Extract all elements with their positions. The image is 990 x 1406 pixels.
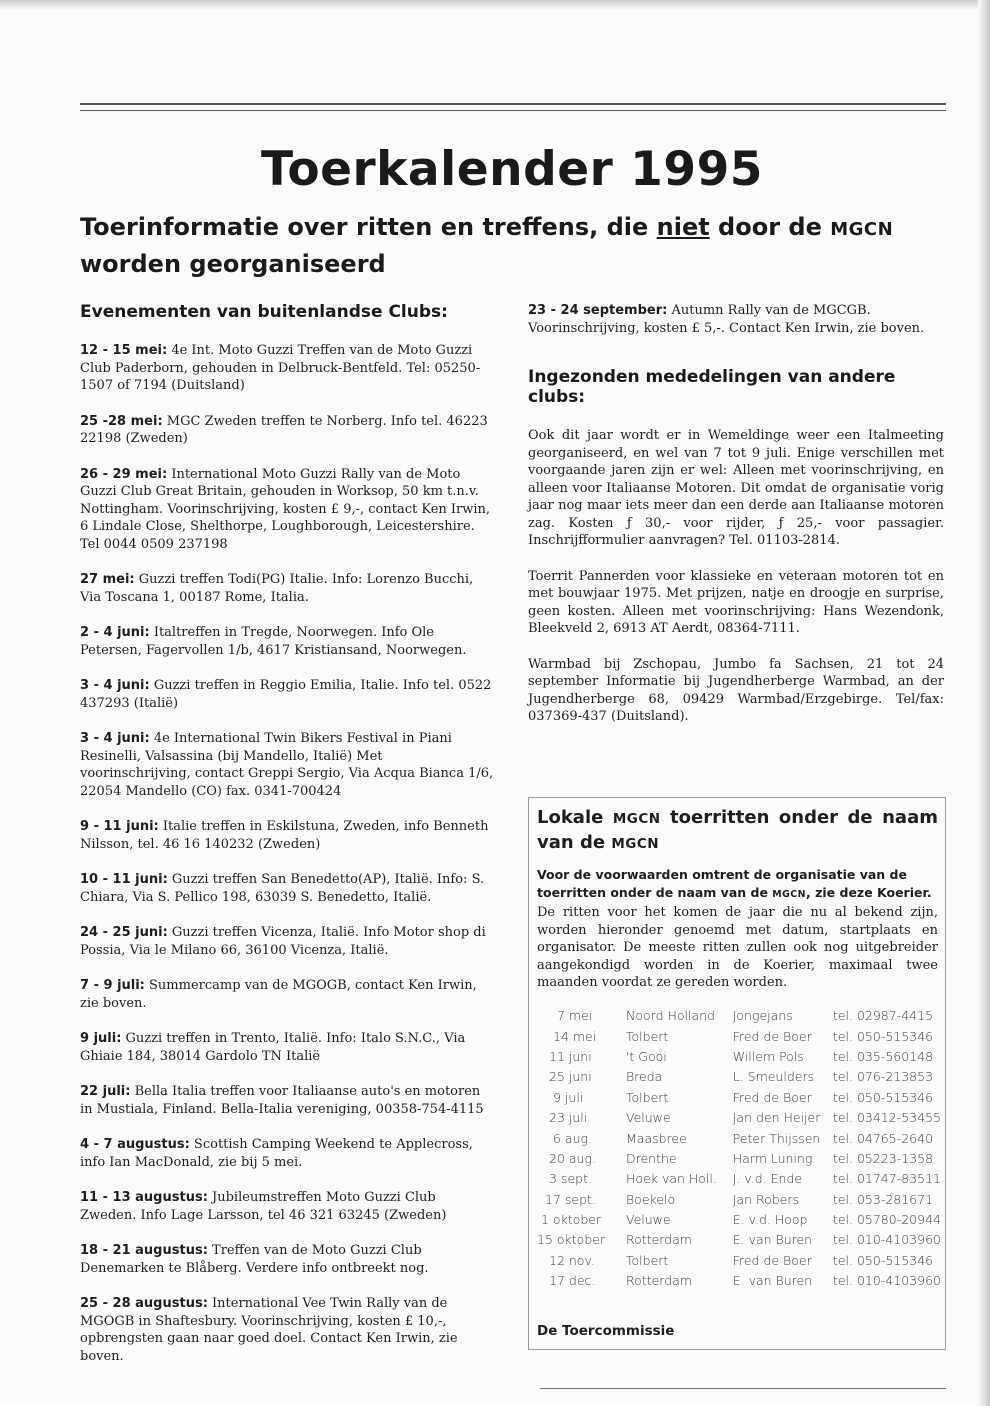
title-text: Lokale: [537, 807, 613, 828]
subtitle-underlined: niet: [656, 213, 710, 241]
ride-place: Tolbert: [626, 1252, 669, 1268]
event-date: 7 - 9 juli:: [80, 978, 145, 993]
event-text: Guzzi treffen in Reggio Emilia, Italie. Info tel. 0522 437293 (Italië): [80, 678, 492, 711]
ride-date: 25 juni: [549, 1069, 592, 1085]
event-date: 11 - 13 augustus:: [80, 1190, 208, 1205]
ride-organizer: Jan Robers: [732, 1191, 800, 1207]
table-row: [537, 1169, 941, 1189]
event-text: MGC Zweden treffen te Norberg. Info tel. 46223 22198 (Zweden): [80, 413, 488, 446]
event-text: Jubileumstreffen Moto Guzzi Club Zweden. Info Lage Larsson, tel 46 321 63245 (Zweden): [80, 1190, 447, 1223]
ride-date: 17 sept.: [545, 1191, 596, 1207]
event-date: 25 -28 mei:: [80, 413, 163, 429]
table-row: [537, 1148, 941, 1168]
ride-phone: tel. 02987-4415: [832, 1008, 934, 1024]
ride-phone: tel. 076-213853: [832, 1069, 934, 1085]
event-item: [80, 1242, 496, 1277]
header-rule-thin: [80, 110, 946, 111]
ride-organizer: E. van Buren: [732, 1273, 813, 1289]
table-row: [537, 1128, 941, 1148]
table-row: [537, 1209, 941, 1229]
page-top-edge: [0, 0, 990, 10]
ride-organizer: Harm Luning: [732, 1150, 813, 1166]
ride-date: 6 aug.: [553, 1130, 592, 1146]
event-date: 22 juli:: [80, 1084, 131, 1099]
ride-phone: tel. 035-560148: [832, 1048, 934, 1064]
ride-date: 15 oktober: [537, 1232, 606, 1248]
event-text: 4e International Twin Bikers Festival in Piani Resinelli, Valsassina (bij Mandello, Italië) Met voorinschrijving, contact Greppi Sergio, Via Acqua Bianca 1/6, 22054 Mandello (CO) fax. 0341-700424: [80, 731, 494, 799]
ride-place: Maasbree: [626, 1130, 687, 1146]
ride-phone: tel. 01747-83511: [832, 1171, 941, 1187]
announcement-paragraph: Warmbad bij Zschopau, Jumbo fa Sachsen, 21 tot 24 september Informatie bij Jugendherberge Warmbad, an der Jugendherberge 68, 09429 Warmbad/Erzgebirge. Tel/fax: 037369-437 (Duitsland).: [528, 656, 944, 724]
ride-place: Rotterdam: [626, 1273, 692, 1289]
title-org: MGCN: [612, 811, 661, 827]
event-item: [80, 1295, 496, 1365]
table-row: [537, 1006, 941, 1026]
left-column: [80, 302, 496, 1383]
ride-date: 11 juni: [549, 1048, 592, 1064]
event-text: Italie treffen in Eskilstuna, Zweden, info Benneth Nilsson, tel. 46 16 140232 (Zweden): [80, 819, 489, 852]
table-row: [537, 1230, 941, 1250]
table-row: [537, 1250, 941, 1270]
ride-phone: tel. 053-281671: [832, 1191, 934, 1207]
ride-organizer: Fred de Boer: [732, 1028, 812, 1044]
event-item: [80, 624, 496, 659]
ride-place: Tolbert: [626, 1089, 669, 1105]
event-text: International Moto Guzzi Rally van de Moto Guzzi Club Great Britain, gehouden in Worksop, 50 km t.n.v. Nottingham. Voorinschrijving, kosten £ 9,-, contact Ken Irwin, 6 Lindale Close, Shelthorpe, Loughborough, Leicestershire. Tel 0044 0509 237198: [80, 466, 491, 552]
event-text: Guzzi treffen Vicenza, Italië. Info Motor shop di Possia, Via le Milano 66, 36100 Vicenza, Italië.: [80, 925, 486, 958]
event-item: [80, 818, 496, 853]
event-text: Guzzi treffen in Trento, Italië. Info: Italo S.N.C., Via Ghiaie 184, 38014 Gardolo TN Italië: [80, 1031, 466, 1064]
signature: De Toercommissie: [537, 1323, 675, 1339]
event-date: 2 - 4 juni:: [80, 625, 150, 640]
event-text: Guzzi treffen San Benedetto(AP), Italië. Info: S. Chiara, Via S. Pellico 198, 63039 S. Benedetto, Italië.: [80, 872, 485, 905]
ride-date: 7 mei: [557, 1008, 593, 1024]
ride-date: 14 mei: [553, 1028, 597, 1044]
foreign-events-heading: Evenementen van buitenlandse Clubs:: [80, 302, 448, 322]
ride-date: 20 aug.: [549, 1150, 596, 1166]
ride-phone: tel. 050-515346: [832, 1252, 934, 1268]
event-text: Treffen van de Moto Guzzi Club Denemarken te Blåberg. Verdere info ontbreekt nog.: [80, 1243, 429, 1276]
ride-phone: tel. 010-4103960: [832, 1273, 941, 1289]
table-row: [537, 1107, 941, 1127]
event-item: [80, 730, 496, 800]
right-column: [528, 302, 944, 744]
ride-organizer: Jongejans: [732, 1008, 793, 1024]
event-item: [80, 871, 496, 906]
subtitle-org: MGCN: [830, 219, 894, 240]
ride-date: 3 sept.: [549, 1171, 592, 1187]
ride-organizer: Jan den Heijer: [732, 1110, 821, 1126]
subtitle-text: worden georganiseerd: [80, 250, 386, 278]
page-right-edge: [978, 0, 990, 1406]
event-date: 25 - 28 augustus:: [80, 1296, 208, 1311]
local-rides-conditions: [537, 866, 938, 904]
ride-organizer: L. Smeulders: [732, 1069, 815, 1085]
table-row: [537, 1067, 941, 1087]
ride-phone: tel. 050-515346: [832, 1028, 934, 1044]
event-item: [80, 924, 496, 959]
ride-phone: tel. 03412-53455: [832, 1110, 941, 1126]
event-item: [80, 466, 496, 554]
event-date: 9 - 11 juni:: [80, 819, 159, 834]
event-item: [80, 677, 496, 712]
header-rule: [80, 103, 946, 105]
ride-place: Boekelo: [626, 1191, 676, 1207]
ride-place: Veluwe: [626, 1212, 671, 1228]
other-clubs-heading: Ingezonden mededelingen van andere clubs:: [528, 367, 896, 407]
event-date: 9 juli:: [80, 1031, 122, 1046]
ride-place: Breda: [626, 1069, 663, 1085]
table-row: [537, 1189, 941, 1209]
conditions-text: Voor de voorwaarden omtrent de organisatie van de toerritten onder de naam van de: [537, 867, 907, 900]
local-rides-title: [537, 806, 938, 856]
event-date: 26 - 29 mei:: [80, 466, 168, 482]
table-row: [537, 1026, 941, 1046]
event-item: [80, 1136, 496, 1171]
ride-place: 't Gooi: [626, 1048, 667, 1064]
ride-phone: tel. 050-515346: [832, 1089, 934, 1105]
event-item: [80, 977, 496, 1012]
ride-phone: tel. 010-4103960: [832, 1232, 941, 1248]
event-item: [80, 1030, 496, 1065]
ride-place: Rotterdam: [626, 1232, 692, 1248]
ride-date: 1 oktober: [541, 1212, 602, 1228]
local-rides-intro: De ritten voor het komen de jaar die nu al bekend zijn, worden hieronder genoemd met datum, startplaats en organisator. De meeste ritten zullen ook nog uitgebreider aangekondigd worden in de Koerier, maximaal twee maanden voordat ze gereden worden.: [537, 905, 938, 990]
event-date: 24 - 25 juni:: [80, 925, 168, 940]
table-row: [537, 1046, 941, 1066]
event-item: [80, 1083, 496, 1118]
ride-organizer: J. v.d. Ende: [732, 1171, 803, 1187]
event-text: Bella Italia treffen voor Italiaanse auto's en motoren in Mustiala, Finland. Bella-Italia vereniging, 00358-754-4115: [80, 1084, 484, 1117]
ride-date: 17 dec.: [549, 1273, 596, 1289]
ride-place: Noord Holland: [626, 1008, 715, 1024]
event-date: 10 - 11 juni:: [80, 872, 168, 887]
ride-organizer: Fred de Boer: [732, 1252, 812, 1268]
ride-date: 23 juli: [549, 1110, 588, 1126]
footer-rule: [540, 1388, 946, 1389]
conditions-org: MGCN: [772, 889, 806, 900]
event-date: 3 - 4 juni:: [80, 731, 150, 746]
page-title: Toerkalender 1995: [261, 142, 763, 197]
announcement-paragraph: Ook dit jaar wordt er in Wemeldinge weer een Italmeeting georganiseerd, en wel van 7 tot 9 juli. Enige verschillen met voorgaande jaren zijn er wel: Alleen met voorinschrijving, en alleen voor Italiaanse Motoren. Dit omdat de organisatie vorig jaar nog maar iets meer dan een derde aan Italiaanse motoren zag. Kosten ƒ 30,- voor rijder, ƒ 25,- voor passagier. Inschrijfformulier aanvragen? Tel. 01103-2814.: [528, 428, 944, 548]
event-text: Summercamp van de MGOGB, contact Ken Irwin, zie boven.: [80, 978, 477, 1011]
ride-organizer: E. van Buren: [732, 1232, 813, 1248]
title-org: MGCN: [611, 836, 660, 852]
event-item: [528, 302, 944, 337]
event-item: [80, 571, 496, 606]
event-text: Guzzi treffen Todi(PG) Italie. Info: Lorenzo Bucchi, Via Toscana 1, 00187 Rome, Italia.: [80, 572, 474, 605]
event-text: Autumn Rally van de MGCGB. Voorinschrijving, kosten £ 5,-. Contact Ken Irwin, zie boven.: [528, 303, 925, 336]
ride-phone: tel. 05780-20944: [832, 1212, 941, 1228]
event-text: Italtreffen in Tregde, Noorwegen. Info Ole Petersen, Fagervollen 1/b, 4617 Kristiansand, Noorwegen.: [80, 625, 467, 658]
local-rides-box: [528, 797, 946, 1350]
ride-phone: tel. 05223-1358: [832, 1150, 934, 1166]
event-text: Scottish Camping Weekend te Applecross, info Ian MacDonald, zie bij 5 mei.: [80, 1137, 473, 1170]
event-date: 4 - 7 augustus:: [80, 1137, 190, 1152]
ride-date: 9 juli: [553, 1089, 584, 1105]
ride-place: Drenthe: [626, 1150, 677, 1166]
ride-organizer: Peter Thijssen: [732, 1130, 821, 1146]
rides-table: [537, 1006, 941, 1291]
event-item: [80, 413, 496, 448]
event-date: 3 - 4 juni:: [80, 678, 150, 693]
ride-organizer: E. v.d. Hoop: [732, 1212, 808, 1228]
event-text: International Vee Twin Rally van de MGOGB in Shaftesbury. Voorinschrijving, kosten £ 10,-, opbrengsten gaan naar goed doel. Contact Ken Irwin, zie boven.: [80, 1296, 458, 1364]
table-row: [537, 1271, 941, 1291]
event-item: [80, 1189, 496, 1224]
event-date: 18 - 21 augustus:: [80, 1243, 208, 1258]
page-subtitle: [80, 210, 946, 281]
conditions-text: , zie deze Koerier.: [806, 885, 932, 900]
ride-place: Tolbert: [626, 1028, 669, 1044]
ride-organizer: Willem Pols: [732, 1048, 804, 1064]
ride-place: Veluwe: [626, 1110, 671, 1126]
subtitle-text: Toerinformatie over ritten en treffens, die: [80, 213, 657, 241]
ride-date: 12 nov.: [549, 1252, 595, 1268]
subtitle-text: door de: [709, 213, 831, 241]
foreign-events-list: [80, 342, 496, 1365]
table-row: [537, 1087, 941, 1107]
event-text: 4e Int. Moto Guzzi Treffen van de Moto Guzzi Club Paderborn, gehouden in Delbruck-Bentfeld. Tel: 05250-1507 of 7194 (Duitsland): [80, 343, 481, 393]
event-date: 27 mei:: [80, 572, 135, 587]
title-text: toerritten onder de naam van de: [537, 807, 938, 853]
event-item: [80, 342, 496, 395]
announcement-paragraph: Toerrit Pannerden voor klassieke en veteraan motoren tot en met bouwjaar 1975. Met prijzen, natje en droogje en surprise, geen kosten. Alleen met voorinschrijving: Hans Wezendonk, Bleekveld 2, 6913 AT Aerdt, 08364-7111.: [528, 568, 944, 636]
ride-organizer: Fred de Boer: [732, 1089, 812, 1105]
ride-place: Hoek van Holl.: [626, 1171, 717, 1187]
event-date: 23 - 24 september:: [528, 303, 668, 318]
event-date: 12 - 15 mei:: [80, 343, 168, 358]
ride-phone: tel. 04765-2640: [832, 1130, 934, 1146]
